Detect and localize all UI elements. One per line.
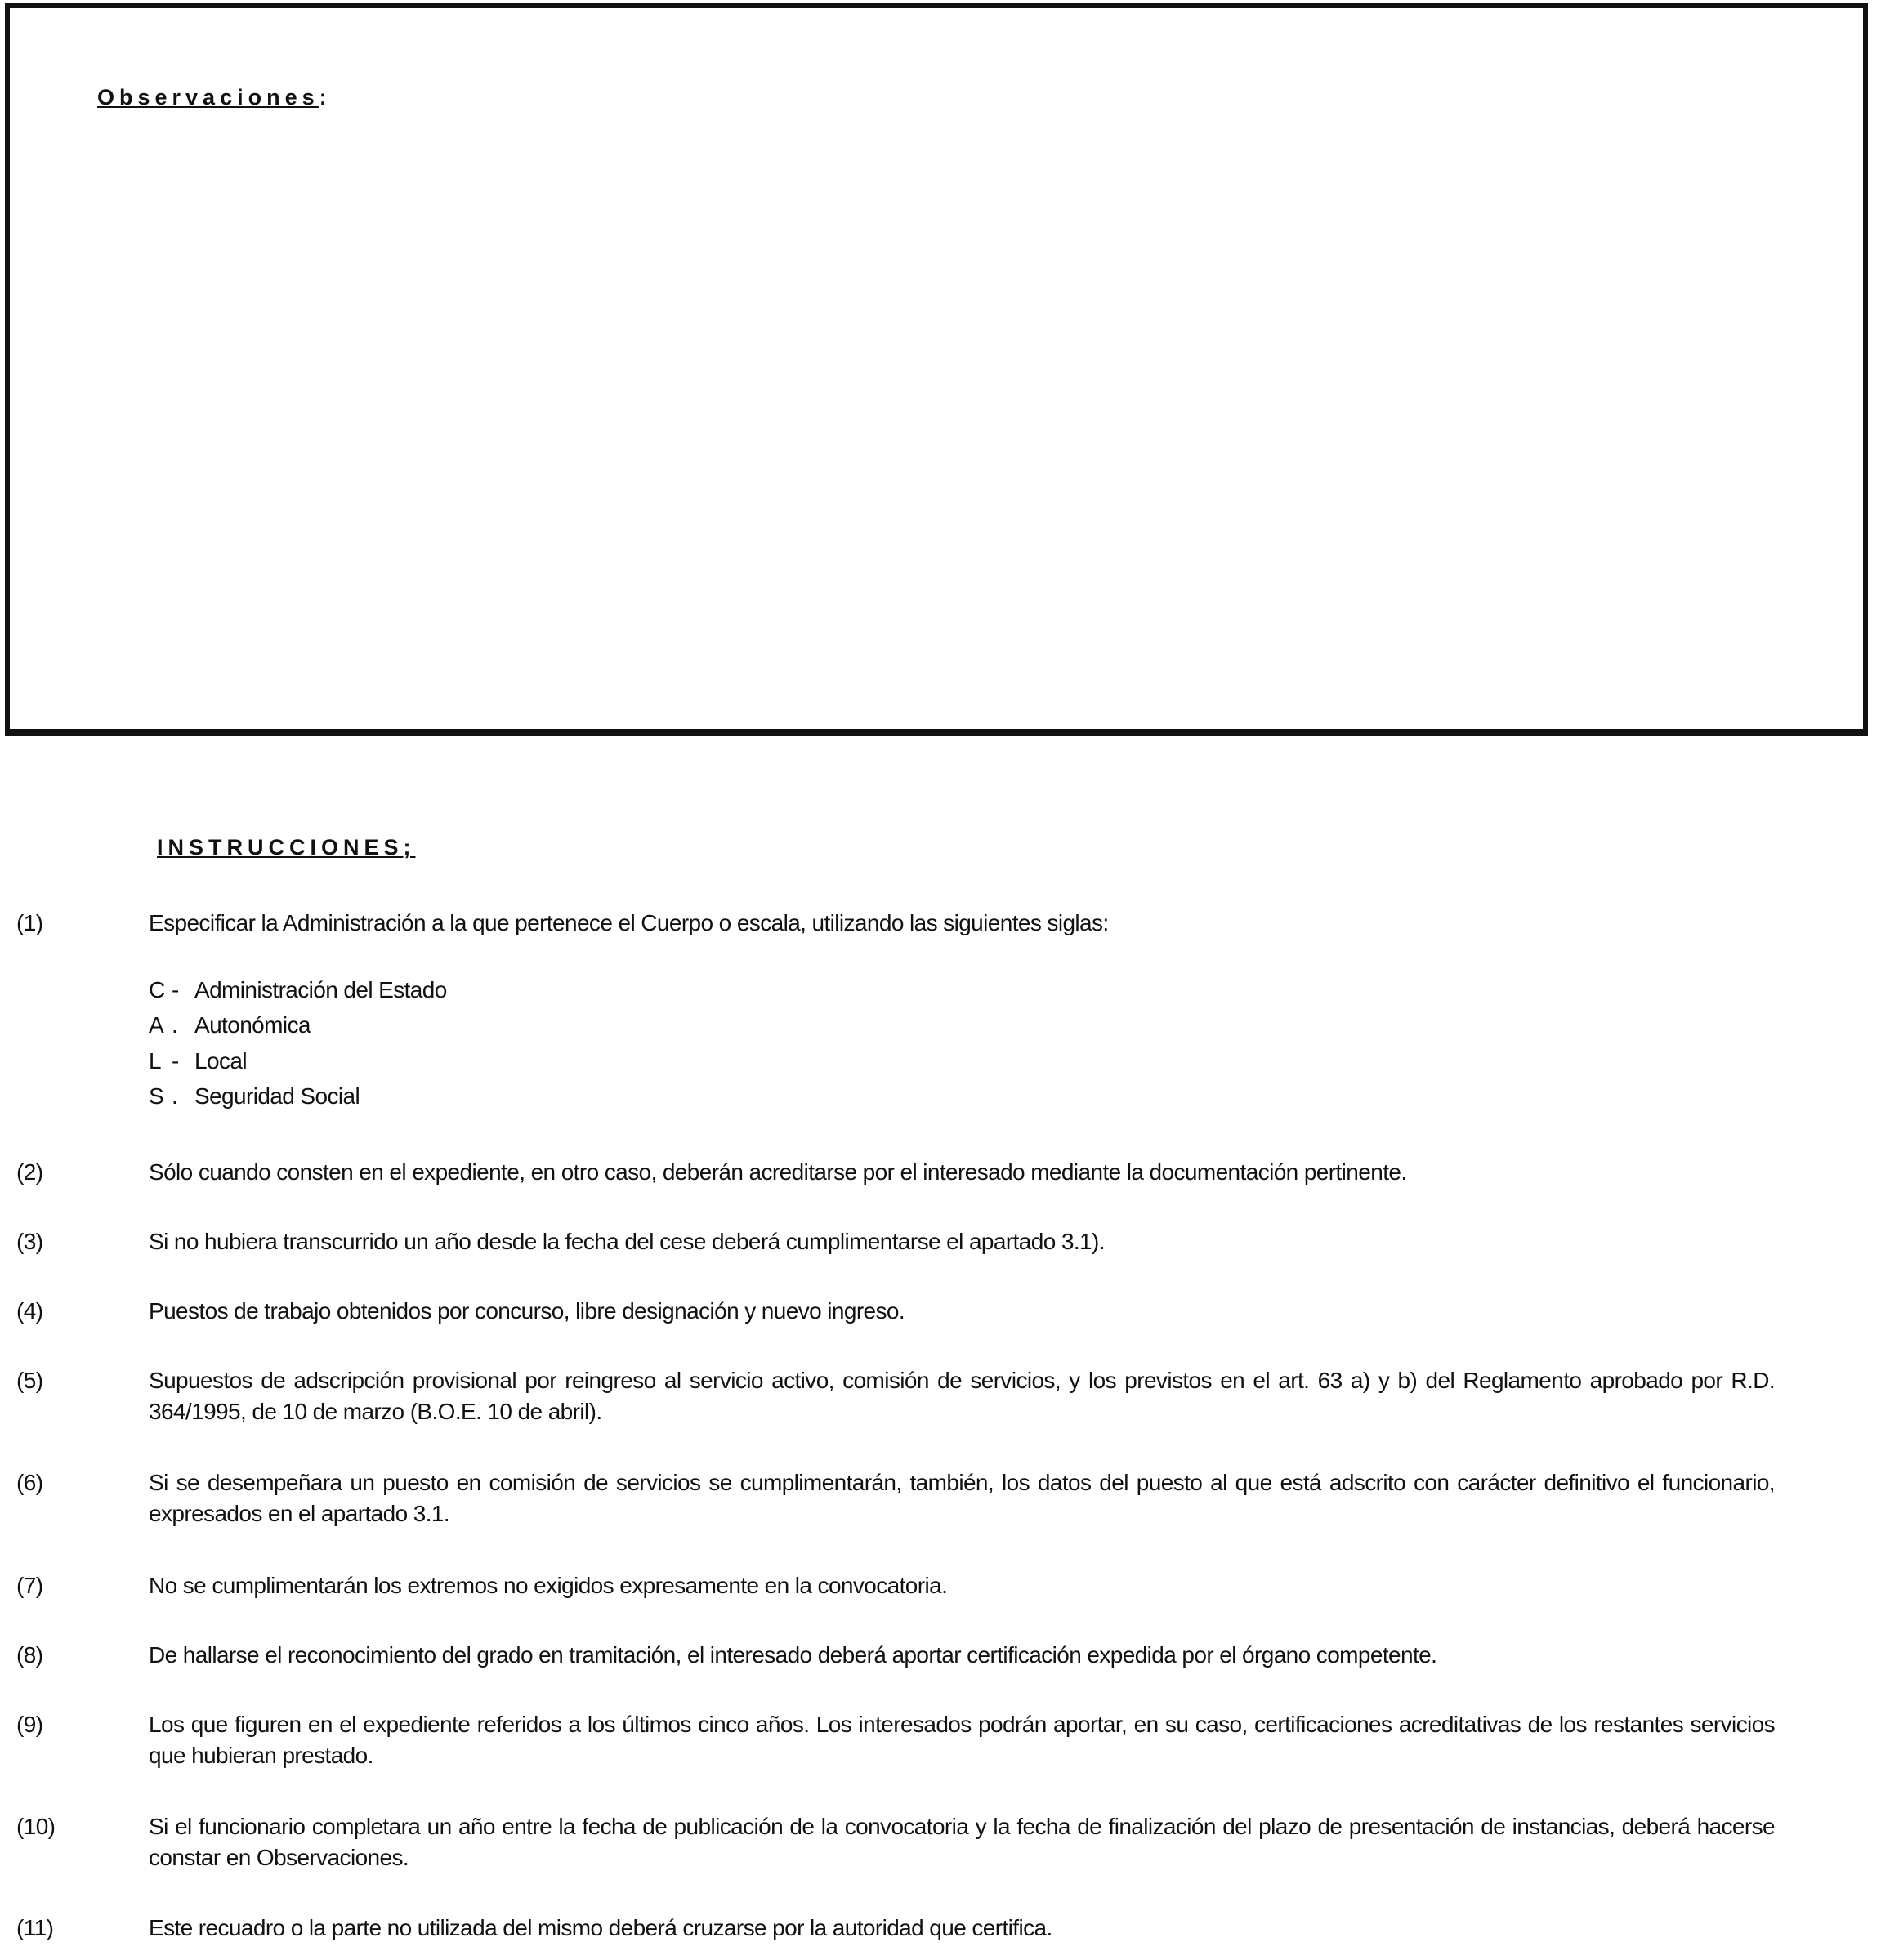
instruction-text: Puestos de trabajo obtenidos por concurso, libre designación y nuevo ingreso. [149,1298,905,1324]
instruction-number: (11) [16,1915,54,1940]
sigla-code: L [149,1048,161,1074]
observaciones-heading-text: Observaciones [97,85,319,109]
instruction-number: (1) [16,910,43,935]
instruction-text: Sólo cuando consten en el expediente, en otro caso, deberán acreditarse por el interesado mediante la documentación pertinente. [149,1159,1407,1185]
instruction-number: (3) [16,1229,43,1254]
instruction-text: Si no hubiera transcurrido un año desde la fecha del cese deberá cumplimentarse el apartado 3.1). [149,1229,1105,1254]
instruction-number: (5) [16,1368,43,1393]
instruction-number: (2) [16,1159,43,1185]
sigla-item-a [149,1010,311,1041]
instruction-number: (9) [16,1712,43,1737]
sigla-separator: . [172,1083,178,1109]
observaciones-heading [97,85,332,110]
instruction-text: Este recuadro o la parte no utilizada del mismo deberá cruzarse por la autoridad que certifica. [149,1915,1052,1940]
instruction-number: (7) [16,1573,43,1598]
sigla-label: Seguridad Social [194,1083,360,1109]
sigla-item-c [149,975,447,1006]
sigla-separator: . [172,1012,178,1038]
instruction-text: Si se desempeñara un puesto en comisión de servicios se cumplimentarán, también, los datos del puesto al que está adscrito con carácter definitivo el funcionario, expresados en el apartado 3.1. [149,1470,1775,1526]
sigla-item-l [149,1046,247,1077]
sigla-code: C [149,977,165,1002]
instruction-text: No se cumplimentarán los extremos no exigidos expresamente en la convocatoria. [149,1573,948,1598]
instruction-text: Si el funcionario completara un año entre la fecha de publicación de la convocatoria y la fecha de finalización del plazo de presentación de instancias, deberá hacerse constar en Observaciones. [149,1814,1775,1870]
instruction-text: De hallarse el reconocimiento del grado en tramitación, el interesado deberá aportar certificación expedida por el órgano competente. [149,1642,1437,1668]
instruction-number: (6) [16,1470,43,1495]
sigla-label: Local [194,1048,247,1074]
instruction-text: Especificar la Administración a la que pertenece el Cuerpo o escala, utilizando las siguientes siglas: [149,910,1109,935]
instruction-number: (8) [16,1642,43,1668]
instruction-text: Los que figuren en el expediente referidos a los últimos cinco años. Los interesados podrán aportar, en su caso, certificaciones acreditativas de los restantes servicios que hubieran prestado. [149,1712,1775,1768]
sigla-code: S [149,1083,164,1109]
instruction-text: Supuestos de adscripción provisional por reingreso al servicio activo, comisión de servicios, y los previstos en el art. 63 a) y b) del Reglamento aprobado por R.D. 364/1995, de 10 de marzo (B.O.E. 10 de abril). [149,1368,1775,1424]
sigla-code: A [149,1012,164,1038]
observaciones-box [5,3,1868,736]
sigla-item-s [149,1081,360,1112]
sigla-separator: - [172,1048,179,1074]
observaciones-heading-colon: : [319,85,332,109]
sigla-label: Autonómica [194,1012,311,1038]
instrucciones-heading: INSTRUCCIONES; [157,835,416,859]
sigla-separator: - [172,977,179,1002]
instruction-number: (10) [16,1814,56,1839]
sigla-label: Administración del Estado [194,977,447,1002]
instruction-number: (4) [16,1298,43,1324]
